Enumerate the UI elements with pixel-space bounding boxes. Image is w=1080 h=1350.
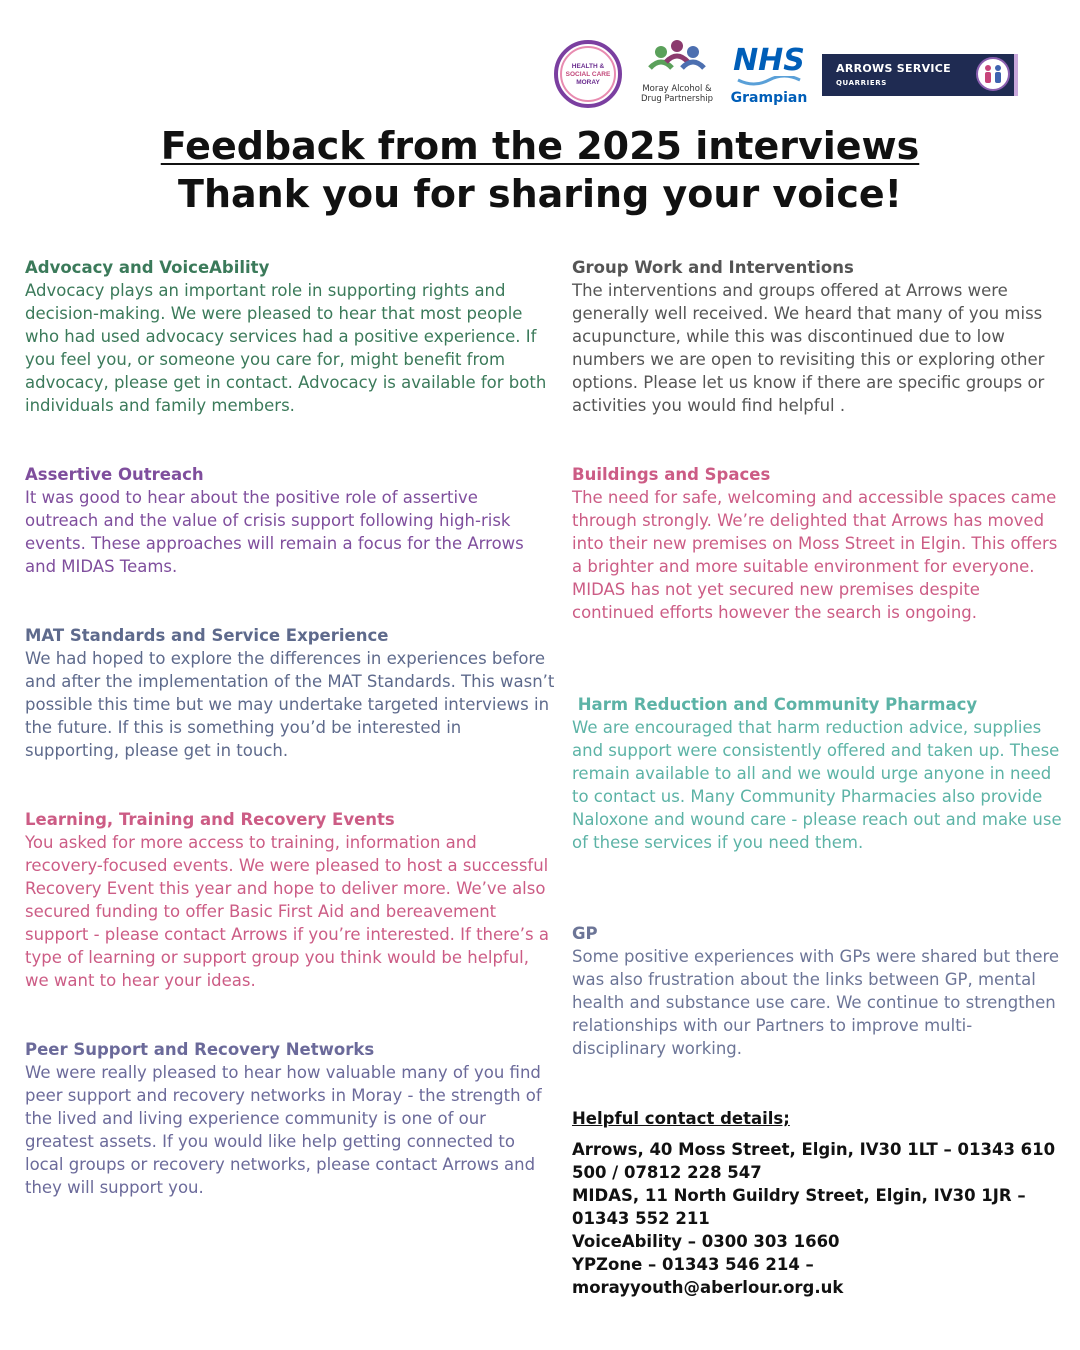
contact-voiceability: VoiceAbility – 0300 303 1660 (572, 1232, 840, 1251)
page-title (0, 122, 1080, 218)
moray-adp-logo (636, 38, 718, 110)
title-line-2: Thank you for sharing your voice! (178, 172, 902, 216)
arrows-service-logo (822, 54, 1014, 96)
section-heading: Buildings and Spaces (572, 465, 771, 484)
nhs-grampian-logo (728, 42, 810, 110)
section-advocacy (25, 256, 555, 417)
section-heading: GP (572, 924, 598, 943)
section-body: Advocacy plays an important role in supporting rights and decision-making. We were pleased to hear that most people who had used advocacy services had a positive experience. If you feel you, or someone you care for, might benefit from advocacy, please get in contact. Advocacy is available for both individuals and family members. (25, 281, 547, 415)
section-heading: Harm Reduction and Community Pharmacy (572, 695, 978, 714)
section-buildings-spaces (572, 463, 1062, 624)
section-learning-training (25, 808, 555, 992)
arrows-logo-sub: QUARRIERS (836, 79, 887, 87)
contact-midas: MIDAS, 11 North Guildry Street, Elgin, IV30 1JR – 01343 552 211 (572, 1186, 1026, 1228)
section-body: We are encouraged that harm reduction advice, supplies and support were consistently offered and taken up. These remain available to all and we would urge anyone in need to contact us. Many Community Pharmacies also provide Naloxone and wound care - please reach out and make use of these services if you need them. (572, 718, 1062, 852)
section-body: It was good to hear about the positive role of assertive outreach and the value of crisis support following high-risk events. These approaches will remain a focus for the Arrows and MIDAS Teams. (25, 488, 524, 576)
section-heading: MAT Standards and Service Experience (25, 626, 389, 645)
section-body: We had hoped to explore the differences in experiences before and after the implementation of the MAT Standards. This wasn’t possible this time but we may undertake targeted interviews in the future. If this is something you’d be interested in supporting, please get in touch. (25, 649, 555, 760)
section-harm-reduction (572, 693, 1062, 854)
section-group-work (572, 256, 1062, 417)
madp-logo-text: Moray Alcohol & Drug Partnership (641, 84, 713, 104)
section-body: Some positive experiences with GPs were shared but there was also frustration about the links between GP, mental health and substance use care. We continue to strengthen relationships with our Partners to improve multi-disciplinary working. (572, 947, 1060, 1058)
section-peer-support (25, 1038, 555, 1199)
section-heading: Learning, Training and Recovery Events (25, 810, 395, 829)
contact-ypzone: YPZone – 01343 546 214 – morayyouth@aberlour.org.uk (572, 1255, 844, 1297)
title-line-1: Feedback from the 2025 interviews (160, 124, 920, 168)
section-assertive-outreach (25, 463, 555, 578)
section-heading: Assertive Outreach (25, 465, 204, 484)
contacts-heading: Helpful contact details; (572, 1109, 790, 1128)
contact-arrows: Arrows, 40 Moss Street, Elgin, IV30 1LT – 01343 610 500 / 07812 228 547 (572, 1140, 1056, 1182)
section-heading: Peer Support and Recovery Networks (25, 1040, 375, 1059)
section-mat-standards (25, 624, 555, 762)
svg-text:MORAY: MORAY (576, 79, 600, 86)
svg-text:SOCIAL CARE: SOCIAL CARE (565, 71, 611, 78)
section-gp (572, 922, 1062, 1060)
section-body: The need for safe, welcoming and accessible spaces came through strongly. We’re delighted that Arrows has moved into their new premises on Moss Street in Elgin. This offers a brighter and more suitable environment for everyone. MIDAS has not yet secured new premises despite continued efforts however the search is ongoing. (572, 488, 1058, 622)
nhs-region: Grampian (730, 90, 808, 106)
nhs-mark: NHS (733, 43, 805, 78)
section-body: You asked for more access to training, information and recovery-focused events. We were pleased to host a successful Recovery Event this year and hope to deliver more. We’ve also secured funding to offer Basic First Aid and bereavement support - please contact Arrows if you’re interested. If there’s a type of learning or support group you think would be helpful, we want to hear your ideas. (25, 833, 549, 990)
section-heading: Advocacy and VoiceAbility (25, 258, 270, 277)
arrows-logo-title: ARROWS SERVICE (836, 62, 951, 75)
section-body: The interventions and groups offered at Arrows were generally well received. We heard that many of you miss acupuncture, while this was discontinued due to low numbers we are open to revisiting this or exploring other options. Please let us know if there are specific groups or activities you would find helpful . (572, 281, 1045, 415)
section-body: We were really pleased to hear how valuable many of you find peer support and recovery networks in Moray - the strength of the lived and living experience community is one of our greatest assets. If you would like help getting connected to local groups or recovery networks, please contact Arrows and they will support you. (25, 1063, 542, 1197)
logo-accent-strip (1014, 54, 1018, 96)
health-social-care-moray-logo (550, 38, 630, 110)
svg-text:HEALTH &: HEALTH & (571, 63, 605, 70)
people-icon (976, 57, 1010, 91)
section-heading: Group Work and Interventions (572, 258, 854, 277)
contact-details (572, 1107, 1062, 1299)
